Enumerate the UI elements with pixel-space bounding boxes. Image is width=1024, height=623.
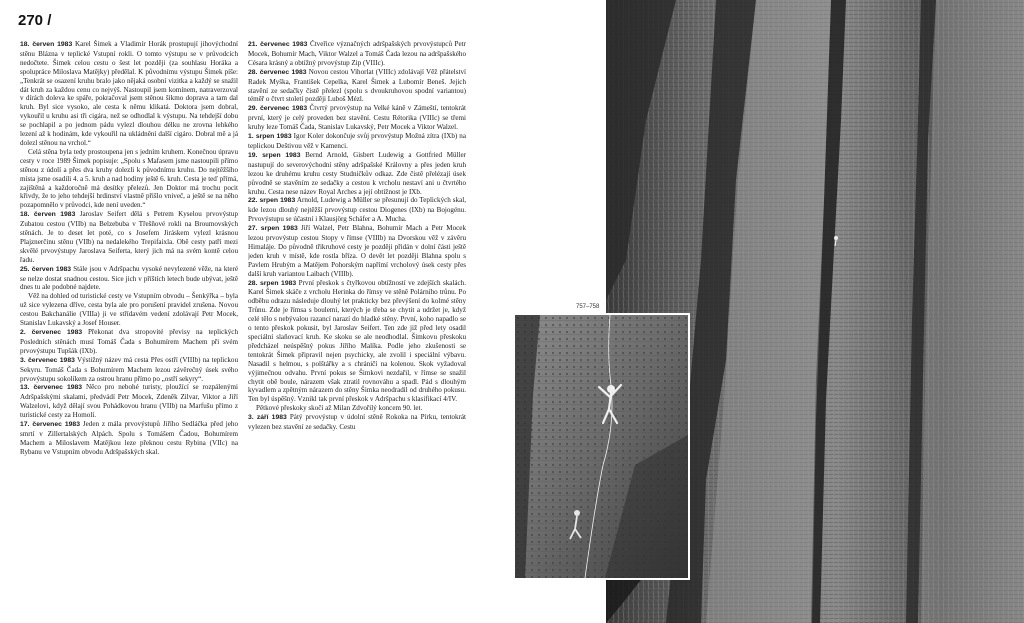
text-paragraph xyxy=(248,279,466,405)
entry-date: 25. červen 1983 xyxy=(20,265,72,273)
text-paragraph xyxy=(248,196,466,224)
entry-date: 13. červenec 1983 xyxy=(20,384,83,392)
climber-inset-photo xyxy=(513,313,690,580)
entry-text: Čtveřice význačných adršpašských prvovýstupců Petr Mocek, Bohumír Mach, Viktor Walzel a Tomáš Čada lezou na adršpašského Césara krásný a obtížný prvovýstup Zip (VIIIc). xyxy=(248,40,466,67)
entry-date: 22. srpen 1983 xyxy=(248,197,296,205)
text-paragraph xyxy=(20,328,238,356)
entry-date: 28. červenec 1983 xyxy=(248,68,307,76)
entry-date: 3. červenec 1983 xyxy=(20,356,75,364)
text-paragraph xyxy=(20,292,238,328)
text-column-middle xyxy=(248,40,466,615)
entry-date: 29. červenec 1983 xyxy=(248,105,308,113)
entry-date: 1. srpen 1983 xyxy=(248,133,292,141)
entry-text: Pětkové přeskoky skočí až Milan Zdvořilý koncem 90. let. xyxy=(256,404,423,413)
entry-text: Věž na dohled od turistické cesty ve Vstupním obvodu – Šenkýřka – byla už sice vylezena dříve, cesta byla ale pro porušení pravidel zrušena. Novou cestou Bakchanálie (VIIIa) ji ve střídavém vedení zdolávají Petr Mocek, Stanislav Lukavský a Josef Houser. xyxy=(20,292,238,328)
entry-text: Překonat dva stropovité převisy na teplických Posledních stěnách musí Tomáš Čada s Bohumírem Machem při svém prvovýstupu Tupšák (IXb). xyxy=(20,328,238,355)
text-paragraph xyxy=(20,356,238,384)
entry-date: 28. srpen 1983 xyxy=(248,279,297,287)
entry-date: 18. červen 1983 xyxy=(20,211,76,219)
text-paragraph xyxy=(248,413,466,432)
entry-date: 2. červenec 1983 xyxy=(20,329,83,336)
entry-text: Pátý prvovýstup v údolní stěně Rokoka na Pírku, tentokrát vylezen bez stavění ze sedačky. Cestu xyxy=(248,413,466,432)
climber-inset-illustration xyxy=(515,315,688,578)
entry-text: První přeskok s čtyřkovou obtížností ve zdejších skalách. Karel Šimek skáče z vrcholu Herinka do římsy ve stěně Polárního trůnu. Po odběhu odrazu následuje dlouhý let prakticky bez převýšení do kolmé stěny Trůnu. Zde je římsa s boulemi, kterých je třeba se chytit a udržet je, když celé tělo s nebývalou razancí narazí do hladké stěny. První, koho napadlo se o tento přeskok pokusit, byl Jaroslav Seifert. Ten zde již před lety osadil speciální slaňovací kruh. Ke skoku se ale neodhodlal. Šimkovu přeskoku předcházel neúspěšný pokus Jiřího Malíka. Podle jeho zkušenosti se tentokrát Šimek připravil nejen psychicky, ale zvolil i speciální výbavu. Nasadil s helmou, s polštářky a s chráničí na kolenou. Skok vyžadoval výjimečnou odvahu. První pokus se Šimkovi nezdařil, v římse se snažil chytit obě boule, nárazem však ztratil rovnováhu a spadl. Pád s dlouhým kyvadlem a zpětným nárazem do stěny Šimka neodradil od druhého pokusu. Ten byl úspěšný. Vznikl tak první přeskok v Adršpachu s klasifikací 4/IV. xyxy=(248,278,466,404)
text-paragraph xyxy=(248,224,466,278)
entry-text: Karel Šimek a Vladimír Horák prostupují jihovýchodní stěnu Blázna v teplické Vstupní rokli. O tomto výstupu se v průvodcích nedočtete. Šimek celou cestu o šest let později (za souhlasu Horáka a spolupráce Miloslava Matějky) předělal. K původnímu výstupu Šimek píše: „Tenkrát se osazení kruhu bralo jako nějaká osobní vizitka a každý se snažil dát kruh za každou cenu co nejvýš. Nastoupil jsem komínem, natraverzoval v dírách doleva ke spáře, pokračoval jsem stěnou šikmo doprava a tam dal kruh. Byl sice vysoko, ale cesta k němu klikatá. Doktora jsem dobral, vykouřil u kruhu asi tři cigára, než se odhodlal k výstupu. Na tehdejší dobu se pochlapil a po jednom pádu vylezl dlouhou délku ne zrovna lehkého lezení až k hodinám, kde vykouřil na ukládnění další cigáro. Dobral mě a já dolezl stěnou na vrchol.“ xyxy=(20,40,238,147)
text-paragraph xyxy=(20,265,238,293)
entry-text: Bernd Arnold, Gisbert Ludewig a Gottfried Müller nastupují do severovýchodní stěny adršpašské Královny a přes jeden kruh lezou ke druhému kruhu cesty Studničkův odkaz. Zde čistě přelézají úsek původně se stavěním ze sedačky a cestou k vrcholu nestaví ani u čtvrtého kruhu. Cesta nese název Royal Arches a její obtížnost je IXb. xyxy=(248,150,466,196)
text-paragraph xyxy=(248,104,466,132)
entry-date: 3. září 1983 xyxy=(248,414,287,422)
entry-text: Jeden z mála prvovýstupů Jiřího Sedláčka před jeho smrtí v Zillertalských Alpách. Spolu s Tomášem Čadou, Bohumírem Machem a Miloslavem Matějkou leze překnou cestu Rybina (VIIc) na Rybanu ve Vstupním obvodu Adršpašských skal. xyxy=(20,420,238,456)
text-paragraph xyxy=(248,151,466,197)
text-paragraph xyxy=(248,132,466,151)
text-paragraph xyxy=(248,40,466,68)
entry-date: 27. srpen 1983 xyxy=(248,225,298,233)
entry-text: Celá stěna byla tedy prostoupena jen s jedním kruhem. Konečnou úpravu cesty v roce 1989 Šimek popisuje: „Spolu s Mafasem jsme nastoupili přímo stěnou z údolí a přes dva kruhy dolezli k původnímu kruhu. Do nejtěžšího místa jsme osadili 4. a 5. kruh a nad hodiny ještě 6. kruh. Cesta je teď přímá, zajištěná a každoročně má desítky přelezů. Jen Doktor má trochu pocit křivdy, že to jeho tehdejší hrdinství vlastně přišlo vniveč, a ještě se na něho pozapomnělo v průvodci, kde není uveden.“ xyxy=(20,147,238,210)
text-paragraph xyxy=(20,148,238,210)
entry-text: Novou cestou Vihorlat (VIIIc) zdolávají Věž přátelství Radek Myška, František Cepelka, Karel Šimek a Lubomír Beneš. Jejich stavění ze sedačky čistě přelezl (spolu s dvoukruhovou spodní variantou) téměř o čtvrt století později Luboš Mézl. xyxy=(248,67,466,104)
text-paragraph xyxy=(20,210,238,264)
text-paragraph xyxy=(248,404,466,413)
entry-date: 21. červenec 1983 xyxy=(248,41,308,48)
entry-text: Čtvrtý prvovýstup na Velké káně v Zámeští, tentokrát první, který je celý proveden bez stavění. Cestu Rétorika (VIIIc) se třemi kruhy leze Tomáš Čada, Stanislav Lukavský, Petr Mocek a Viktor Walzel. xyxy=(248,104,466,132)
entry-date: 18. červen 1983 xyxy=(20,41,73,48)
entry-text: Igor Koler dokončuje svůj prvovýstup Možná zítra (IXb) na teplickou Deštivou věž v Kamenci. xyxy=(248,132,466,150)
photo-caption: 757–758 xyxy=(576,304,600,310)
entry-text: Výstižný název má cesta Přes ostří (VIIIb) na teplickou Sekyru. Tomáš Čada s Bohumírem Machem lezou závěrečný úsek svého prvovýstupu sokolíkem za ostrou hranu přímo po „ostří sekyry“. xyxy=(20,355,238,383)
entry-text: Stále jsou v Adršpachu vysoké nevylezené věže, na které se nelze dostat snadnou cestou. Sice jich v příštích letech bude ubývat, ještě dnes tu ale podobné najdete. xyxy=(20,264,238,292)
entry-text: Arnold, Ludewig a Müller se přesunují do Teplických skal, kde lezou dlouhý nejtěžší prvovýstup cestou Diogenes (IXb) na Bojogénu. Prvovýstupu se účastní i Klausjörg Schäfer a A. Mucha. xyxy=(248,196,466,224)
text-paragraph xyxy=(20,383,238,420)
page-number: 270 / xyxy=(18,12,52,29)
text-column-left xyxy=(20,40,238,615)
text-paragraph xyxy=(20,40,238,148)
entry-text: Jaroslav Seifert dělá s Petrem Kyselou prvovýstup Zubatou cestou (VIIb) na Belzebuba v Třešňové rokli na Broumovských stěnách. Je to deset let poté, co s Josefem Jiráskem vylezl krásnou Plajznerčinu stěnu (VIIb) na nedalekého Trepifaixla. Obě cesty patří mezi skvělé prvovýstupy Jaroslava Seiferta, který jich má na svém kontě celou řadu. xyxy=(20,210,238,264)
entry-date: 19. srpen 1983 xyxy=(248,151,301,159)
text-paragraph xyxy=(20,420,238,457)
entry-date: 17. červenec 1983 xyxy=(20,421,80,429)
text-paragraph xyxy=(248,68,466,105)
entry-text: Něco pro nebohé turisty, ploužící se rozpálenými Adršpašskými skalami, předvádí Petr Mocek, Zdeněk Zilvar, Viktor a Jiří Walzelovi, když dělají svou Pohádkovou hranu (VIIb) na Marfušu přímo z turistické cesty za Homolí. xyxy=(20,383,238,420)
entry-text: Jiří Walzel, Petr Blahna, Bohumír Mach a Petr Mocek lezou prvovýstup cestou Stopy v římse (VIIIb) na Dvorskou věž v závěru Himaláje. Do původně třikruhové cesty je později přidán v dolní části ještě jeden kruh v místě, kde rostla bříza. O devět let později Blahna spolu s Pavlem Hrubým a Matějem Pohorským napřímí vrcholový úsek cesty přes další kruh variantou Laibach (VIIIb). xyxy=(248,224,466,278)
